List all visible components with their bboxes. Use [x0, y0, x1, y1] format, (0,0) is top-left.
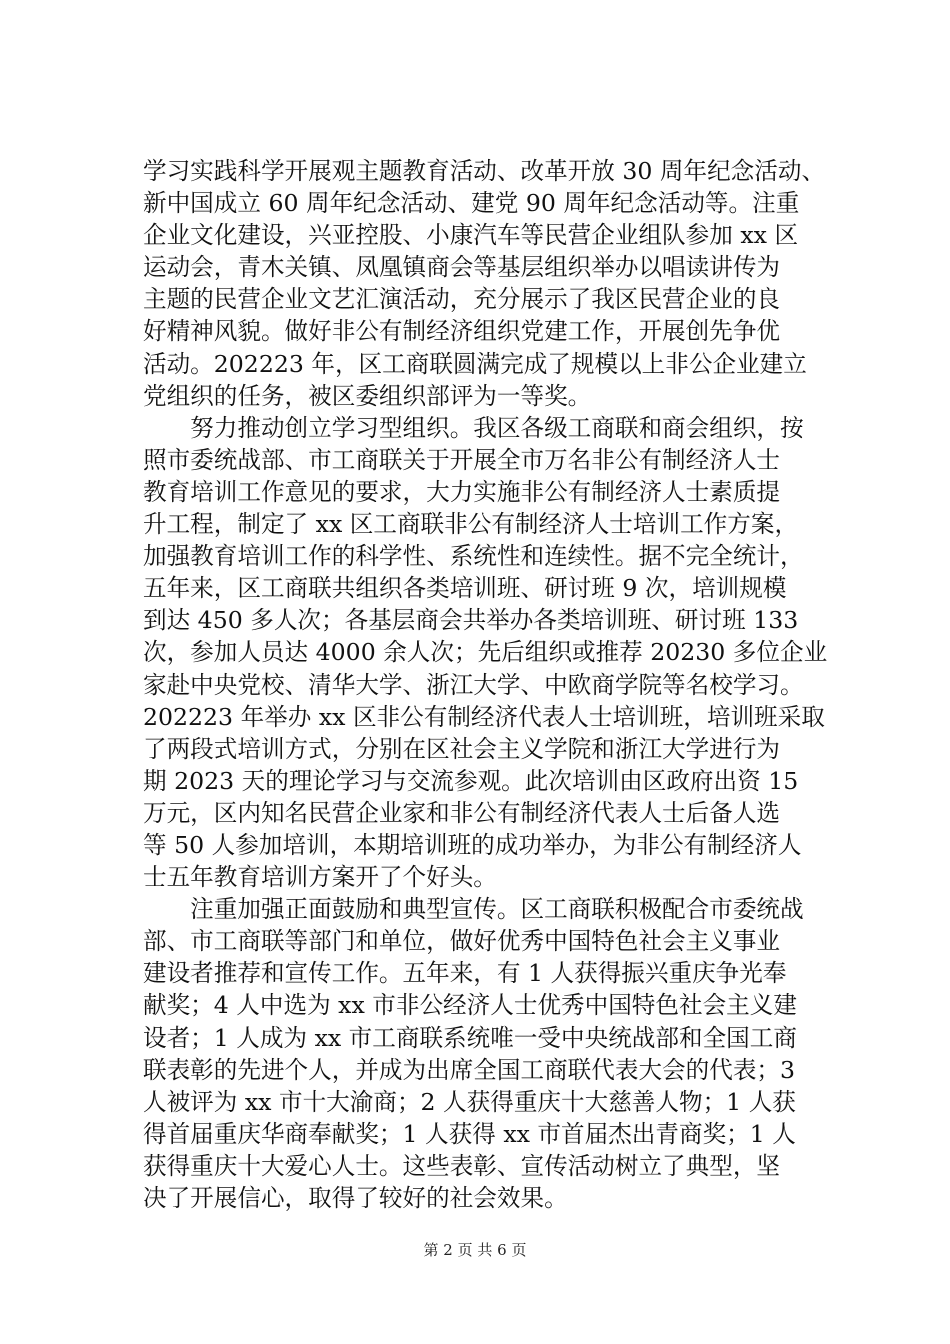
- text-line: 期 2023 天的理论学习与交流参观。此次培训由区政府出资 15: [143, 766, 799, 795]
- text-line: 部、市工商联等部门和单位，做好优秀中国特色社会主义事业: [143, 927, 781, 956]
- page-number-footer: 第 2 页 共 6 页: [423, 1241, 527, 1259]
- text-line: 好精神风貌。做好非公有制经济组织党建工作，开展创先争优: [143, 317, 781, 346]
- text-line: 了两段式培训方式，分别在区社会主义学院和浙江大学进行为: [143, 734, 781, 763]
- text-line: 到达 450 多人次；各基层商会共举办各类培训班、研讨班 133: [143, 606, 799, 635]
- text-line: 设者；1 人成为 xx 市工商联系统唯一受中央统战部和全国工商: [143, 1023, 797, 1052]
- text-line: 次，参加人员达 4000 余人次；先后组织或推荐 20230 多位企业: [143, 638, 828, 667]
- text-line: 等 50 人参加培训，本期培训班的成功举办，为非公有制经济人: [143, 830, 802, 859]
- text-line: 献奖；4 人中选为 xx 市非公经济人士优秀中国特色社会主义建: [143, 991, 797, 1020]
- text-line: 联表彰的先进个人，并成为出席全国工商联代表大会的代表；3: [143, 1055, 796, 1084]
- text-line: 升工程，制定了 xx 区工商联非公有制经济人士培训工作方案，: [143, 510, 799, 539]
- text-line: 建设者推荐和宣传工作。五年来，有 1 人获得振兴重庆争光奉: [143, 959, 787, 988]
- text-line: 活动。202223 年，区工商联圆满完成了规模以上非公企业建立: [143, 349, 807, 378]
- text-line: 努力推动创立学习型组织。我区各级工商联和商会组织，按: [143, 413, 804, 442]
- text-line: 企业文化建设，兴亚控股、小康汽车等民营企业组队参加 xx 区: [143, 221, 799, 250]
- text-line: 获得重庆十大爱心人士。这些表彰、宣传活动树立了典型，坚: [143, 1151, 781, 1180]
- text-line: 注重加强正面鼓励和典型宣传。区工商联积极配合市委统战: [143, 895, 804, 924]
- text-line: 照市委统战部、市工商联关于开展全市万名非公有制经济人士: [143, 445, 781, 474]
- text-line: 教育培训工作意见的要求，大力实施非公有制经济人士素质提: [143, 477, 781, 506]
- text-line: 家赴中央党校、清华大学、浙江大学、中欧商学院等名校学习。: [143, 670, 804, 699]
- text-line: 决了开展信心，取得了较好的社会效果。: [143, 1184, 568, 1212]
- text-line: 得首届重庆华商奉献奖；1 人获得 xx 市首届杰出青商奖；1 人: [143, 1119, 796, 1148]
- text-line: 主题的民营企业文艺汇演活动，充分展示了我区民营企业的良: [143, 285, 781, 314]
- text-line: 士五年教育培训方案开了个好头。: [143, 863, 497, 892]
- text-line: 五年来，区工商联共组织各类培训班、研讨班 9 次，培训规模: [143, 574, 787, 603]
- text-line: 万元，区内知名民营企业家和非公有制经济代表人士后备人选: [143, 798, 781, 827]
- text-line: 202223 年举办 xx 区非公有制经济代表人士培训班，培训班采取: [143, 702, 825, 731]
- text-line: 加强教育培训工作的科学性、系统性和连续性。据不完全统计，: [143, 542, 804, 571]
- text-line: 运动会，青木关镇、凤凰镇商会等基层组织举办以唱读讲传为: [143, 253, 781, 282]
- text-line: 人被评为 xx 市十大渝商；2 人获得重庆十大慈善人物；1 人获: [143, 1087, 796, 1116]
- text-line: 新中国成立 60 周年纪念活动、建党 90 周年纪念活动等。注重: [143, 189, 800, 218]
- text-line: 党组织的任务，被区委组织部评为一等奖。: [143, 381, 592, 410]
- body-text: [143, 155, 828, 1214]
- text-line: 学习实践科学开展观主题教育活动、改革开放 30 周年纪念活动、: [143, 157, 826, 185]
